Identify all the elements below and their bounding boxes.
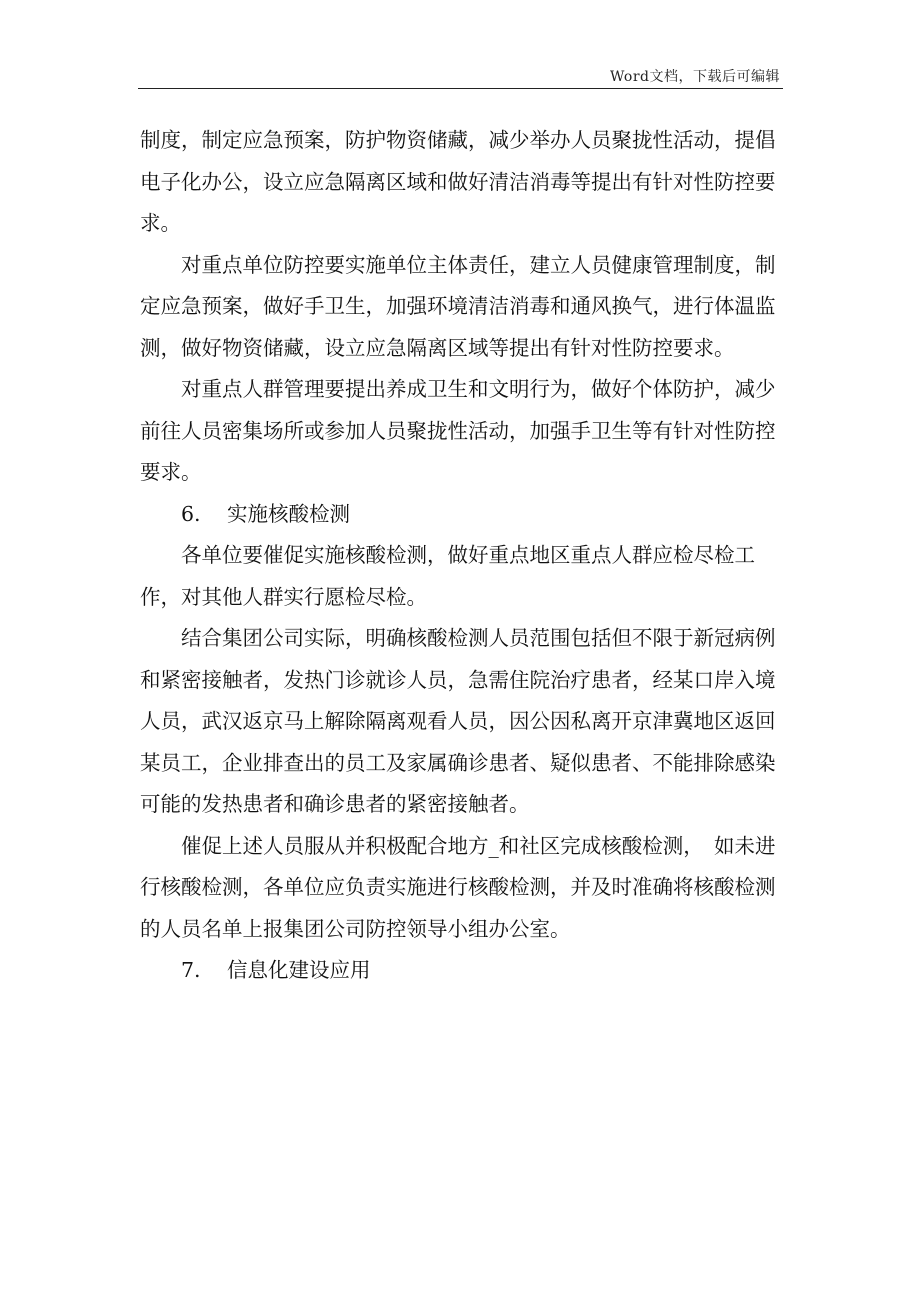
paragraph: 对重点单位防控要实施单位主体责任，建立人员健康管理制度，制定应急预案，做好手卫生，加强环境清洁消毒和通风换气，进行体温监测，做好物资储藏，设立应急隔离区域等提出有针对性防控要求。 bbox=[140, 252, 776, 360]
paragraph: 各单位要催促实施核酸检测，做好重点地区重点人群应检尽检工作，对其他人群实行愿检尽检。 bbox=[140, 543, 755, 609]
document-body bbox=[140, 120, 785, 992]
section-heading bbox=[140, 494, 785, 536]
section-title: 信息化建设应用 bbox=[227, 958, 371, 982]
section-number: 7. bbox=[181, 958, 201, 982]
paragraph: 结合集团公司实际，明确核酸检测人员范围包括但不限于新冠病例和紧密接触者，发热门诊就诊人员，急需住院治疗患者，经某口岸入境人员，武汉返京马上解除隔离观看人员，因公因私离开京津冀地区返回某员工，企业排查出的员工及家属确诊患者、疑似患者、不能排除感染可能的发热患者和确诊患者的紧密接触者。 bbox=[140, 626, 776, 816]
section-title: 实施核酸检测 bbox=[227, 501, 350, 526]
section-number: 6. bbox=[181, 501, 201, 526]
section-heading bbox=[140, 950, 785, 992]
header-rule bbox=[138, 88, 783, 89]
paragraph: 对重点人群管理要提出养成卫生和文明行为，做好个体防护，减少前往人员密集场所或参加人员聚拢性活动，加强手卫生等有针对性防控要求。 bbox=[140, 377, 776, 484]
paragraph: 催促上述人员服从并积极配合地方_和社区完成核酸检测， 如未进行核酸检测，各单位应负责实施进行核酸检测，并及时准确将核酸检测的人员名单上报集团公司防控领导小组办公室。 bbox=[140, 833, 776, 941]
page-header: Word文档，下载后可编辑 bbox=[609, 69, 780, 85]
paragraph: 制度，制定应急预案，防护物资储藏，减少举办人员聚拢性活动，提倡电子化办公，设立应急隔离区域和做好清洁消毒等提出有针对性防控要求。 bbox=[140, 128, 776, 235]
